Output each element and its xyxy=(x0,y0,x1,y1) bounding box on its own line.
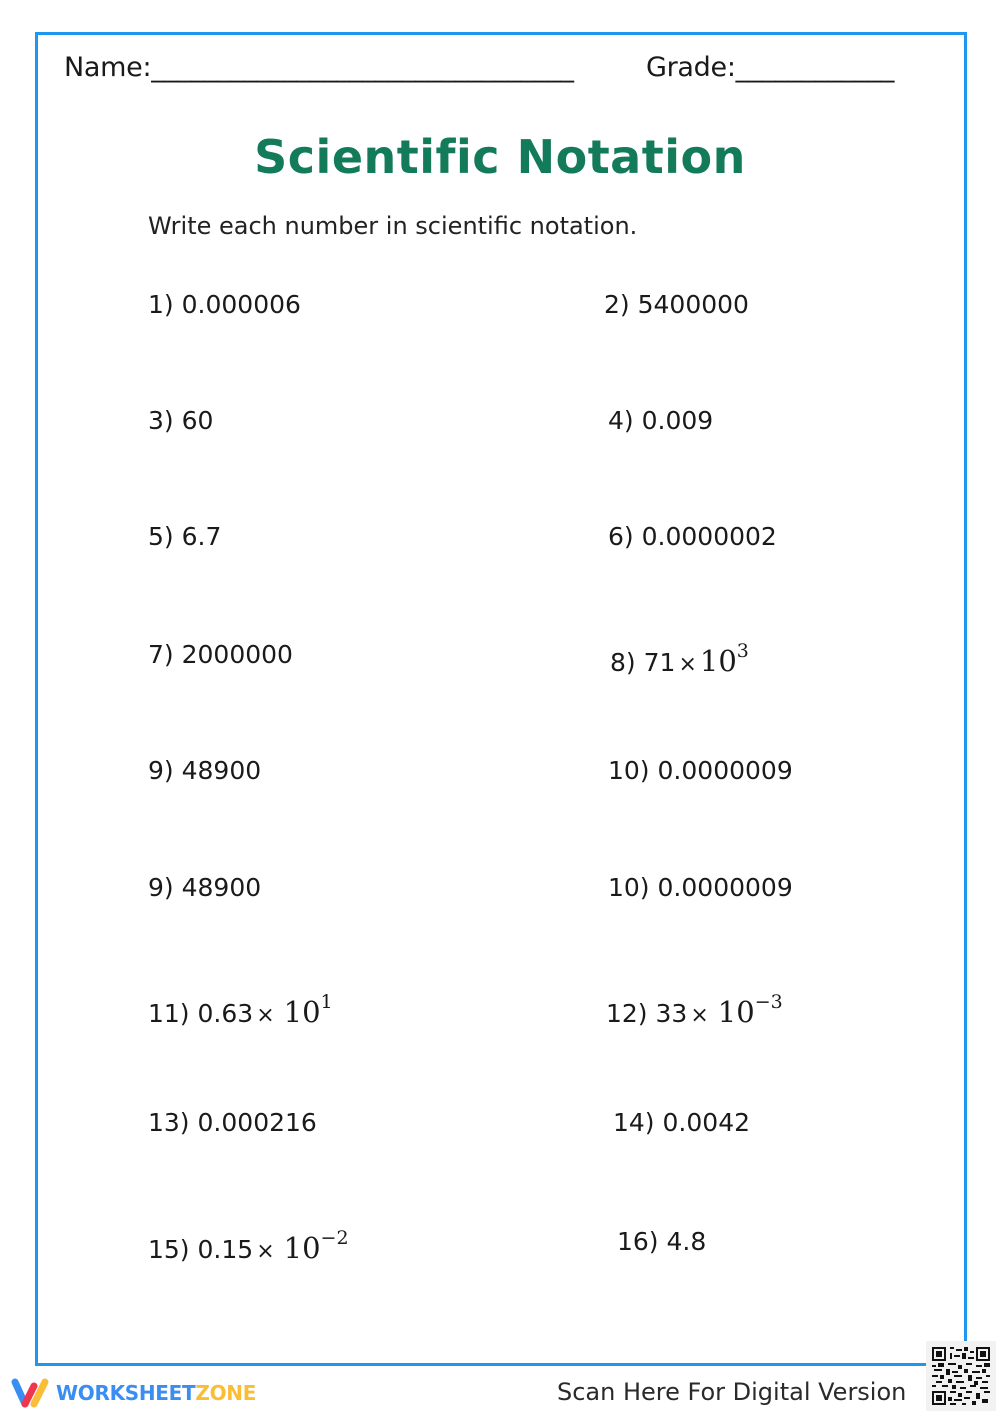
problem-2: 2) 5400000 xyxy=(604,290,749,319)
problem-9-duplicate: 9) 48900 xyxy=(148,873,262,902)
grade-field-label[interactable]: Grade:____________ xyxy=(646,52,895,83)
problem-12: 12) $33 \times 10^{-3}$ xyxy=(606,991,783,1029)
problem-5: 5) 6.7 xyxy=(148,522,222,551)
problem-16: 16) 4.8 xyxy=(617,1227,707,1256)
problem-15: 15) $0.15 \times 10^{-2}$ xyxy=(148,1227,349,1265)
worksheetzone-logo[interactable] xyxy=(10,1376,256,1410)
problem-11: 11) $0.63 \times 10^1$ xyxy=(148,991,333,1029)
name-field-label[interactable]: Name:________________________________ xyxy=(64,52,574,83)
problem-8: 8) $71 \times 10^3$ xyxy=(610,640,749,678)
problem-9: 9) 48900 xyxy=(148,756,262,785)
logo-w-icon xyxy=(10,1376,52,1410)
problem-1: 1) 0.000006 xyxy=(148,290,301,319)
qr-code-icon[interactable] xyxy=(926,1341,996,1411)
problem-3: 3) 60 xyxy=(148,406,214,435)
worksheet-title: Scientific Notation xyxy=(254,130,746,184)
problem-10-duplicate: 10) 0.0000009 xyxy=(608,873,793,902)
scan-prompt: Scan Here For Digital Version xyxy=(557,1378,907,1406)
problem-7: 7) 2000000 xyxy=(148,640,293,669)
problem-10: 10) 0.0000009 xyxy=(608,756,793,785)
problem-14: 14) 0.0042 xyxy=(613,1108,751,1137)
instructions: Write each number in scientific notation. xyxy=(148,212,638,240)
brand-name: WORKSHEETZONE xyxy=(56,1381,257,1405)
problem-4: 4) 0.009 xyxy=(608,406,714,435)
problem-13: 13) 0.000216 xyxy=(148,1108,317,1137)
student-info-line xyxy=(64,52,895,83)
problem-6: 6) 0.0000002 xyxy=(608,522,777,551)
